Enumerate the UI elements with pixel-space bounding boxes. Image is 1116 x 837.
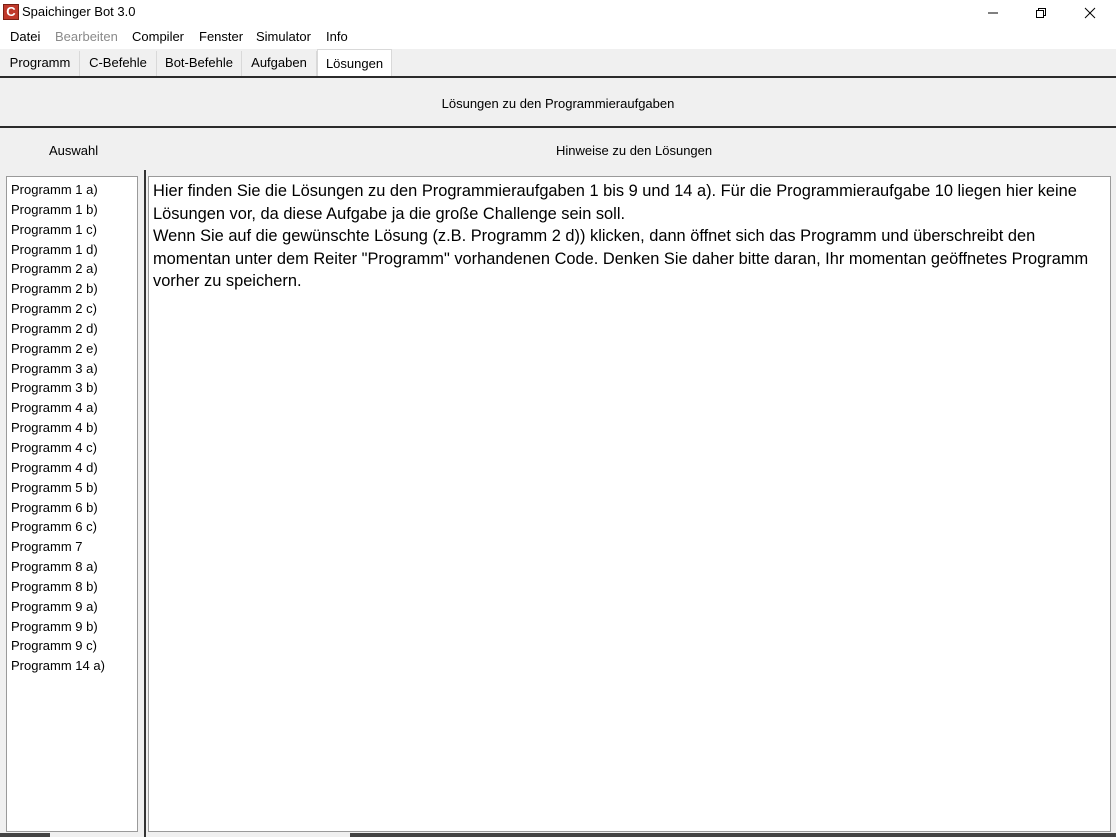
list-item[interactable]: Programm 4 c) <box>11 439 97 455</box>
tab-bar <box>0 49 1116 76</box>
column-headers <box>0 128 1116 170</box>
restore-button[interactable] <box>1018 0 1064 26</box>
close-icon <box>1084 7 1096 19</box>
app-logo-icon: C <box>3 4 19 20</box>
title-bar <box>0 0 1116 26</box>
solution-list[interactable] <box>6 176 138 832</box>
list-item[interactable]: Programm 5 b) <box>11 479 98 495</box>
list-item[interactable]: Programm 8 a) <box>11 559 98 575</box>
hint-paragraph-1: Hier finden Sie die Lösungen zu den Programmieraufgaben 1 bis 9 und 14 a). Für die Programmieraufgabe 10 liegen hier keine Lösungen vor, da diese Aufgabe ja die große Challenge sein soll. <box>153 182 1077 223</box>
tab-bot-befehle[interactable]: Bot-Befehle <box>157 51 242 76</box>
restore-icon <box>1035 7 1047 19</box>
list-item[interactable]: Programm 9 a) <box>11 598 98 614</box>
menu-compiler[interactable]: Compiler <box>132 29 185 44</box>
list-item[interactable]: Programm 3 a) <box>11 360 98 376</box>
list-item[interactable]: Programm 7 <box>11 539 83 555</box>
list-item[interactable]: Programm 2 d) <box>11 320 98 336</box>
menu-info[interactable]: Info <box>326 29 348 44</box>
minimize-button[interactable] <box>970 0 1016 26</box>
tab-aufgaben[interactable]: Aufgaben <box>242 51 317 76</box>
list-item[interactable]: Programm 1 b) <box>11 201 98 217</box>
menu-bearbeiten[interactable]: Bearbeiten <box>55 29 118 44</box>
list-item[interactable]: Programm 14 a) <box>11 658 105 674</box>
list-item[interactable]: Programm 2 e) <box>11 340 98 356</box>
list-item[interactable]: Programm 4 a) <box>11 400 98 416</box>
minimize-icon <box>987 7 999 19</box>
list-item[interactable]: Programm 4 d) <box>11 459 98 475</box>
selection-label: Auswahl <box>49 143 99 158</box>
list-item[interactable]: Programm 3 b) <box>11 380 98 396</box>
tab-loesungen[interactable]: Lösungen <box>317 49 392 76</box>
tab-c-befehle[interactable]: C-Befehle <box>80 51 157 76</box>
page-title: Lösungen zu den Programmieraufgaben <box>441 96 675 111</box>
tab-programm[interactable]: Programm <box>1 51 80 76</box>
menu-datei[interactable]: Datei <box>10 29 41 44</box>
menu-bar <box>0 26 1116 48</box>
hints-text-area[interactable] <box>148 176 1111 832</box>
list-item[interactable]: Programm 2 a) <box>11 261 98 277</box>
splitter-handle[interactable] <box>144 170 146 837</box>
content-area <box>0 170 1116 837</box>
page-header <box>0 76 1116 128</box>
menu-fenster[interactable]: Fenster <box>199 29 244 44</box>
list-item[interactable]: Programm 9 c) <box>11 638 97 654</box>
hint-paragraph-2: Wenn Sie auf die gewünschte Lösung (z.B. Programm 2 d)) klicken, dann öffnet sich das Programm und überschreibt den momentan unter dem Reiter "Programm" vorhandenen Code. Denken Sie daher bitte daran, Ihr momentan geöffnetes Programm vorher zu speichern. <box>153 227 1089 290</box>
menu-simulator[interactable]: Simulator <box>256 29 311 44</box>
list-item[interactable]: Programm 2 b) <box>11 281 98 297</box>
scroll-indicator-right <box>350 833 1116 837</box>
hints-label: Hinweise zu den Lösungen <box>556 143 713 158</box>
window-title: Spaichinger Bot 3.0 <box>22 4 136 19</box>
list-item[interactable]: Programm 8 b) <box>11 578 98 594</box>
list-item[interactable]: Programm 6 c) <box>11 519 97 535</box>
list-item[interactable]: Programm 4 b) <box>11 420 98 436</box>
list-item[interactable]: Programm 1 a) <box>11 182 98 197</box>
list-item[interactable]: Programm 9 b) <box>11 618 98 634</box>
list-item[interactable]: Programm 1 c) <box>11 221 97 237</box>
list-item[interactable]: Programm 2 c) <box>11 301 97 317</box>
list-item[interactable]: Programm 1 d) <box>11 241 98 257</box>
scroll-indicator-left <box>0 833 50 837</box>
list-item[interactable]: Programm 6 b) <box>11 499 98 515</box>
close-button[interactable] <box>1067 0 1113 26</box>
